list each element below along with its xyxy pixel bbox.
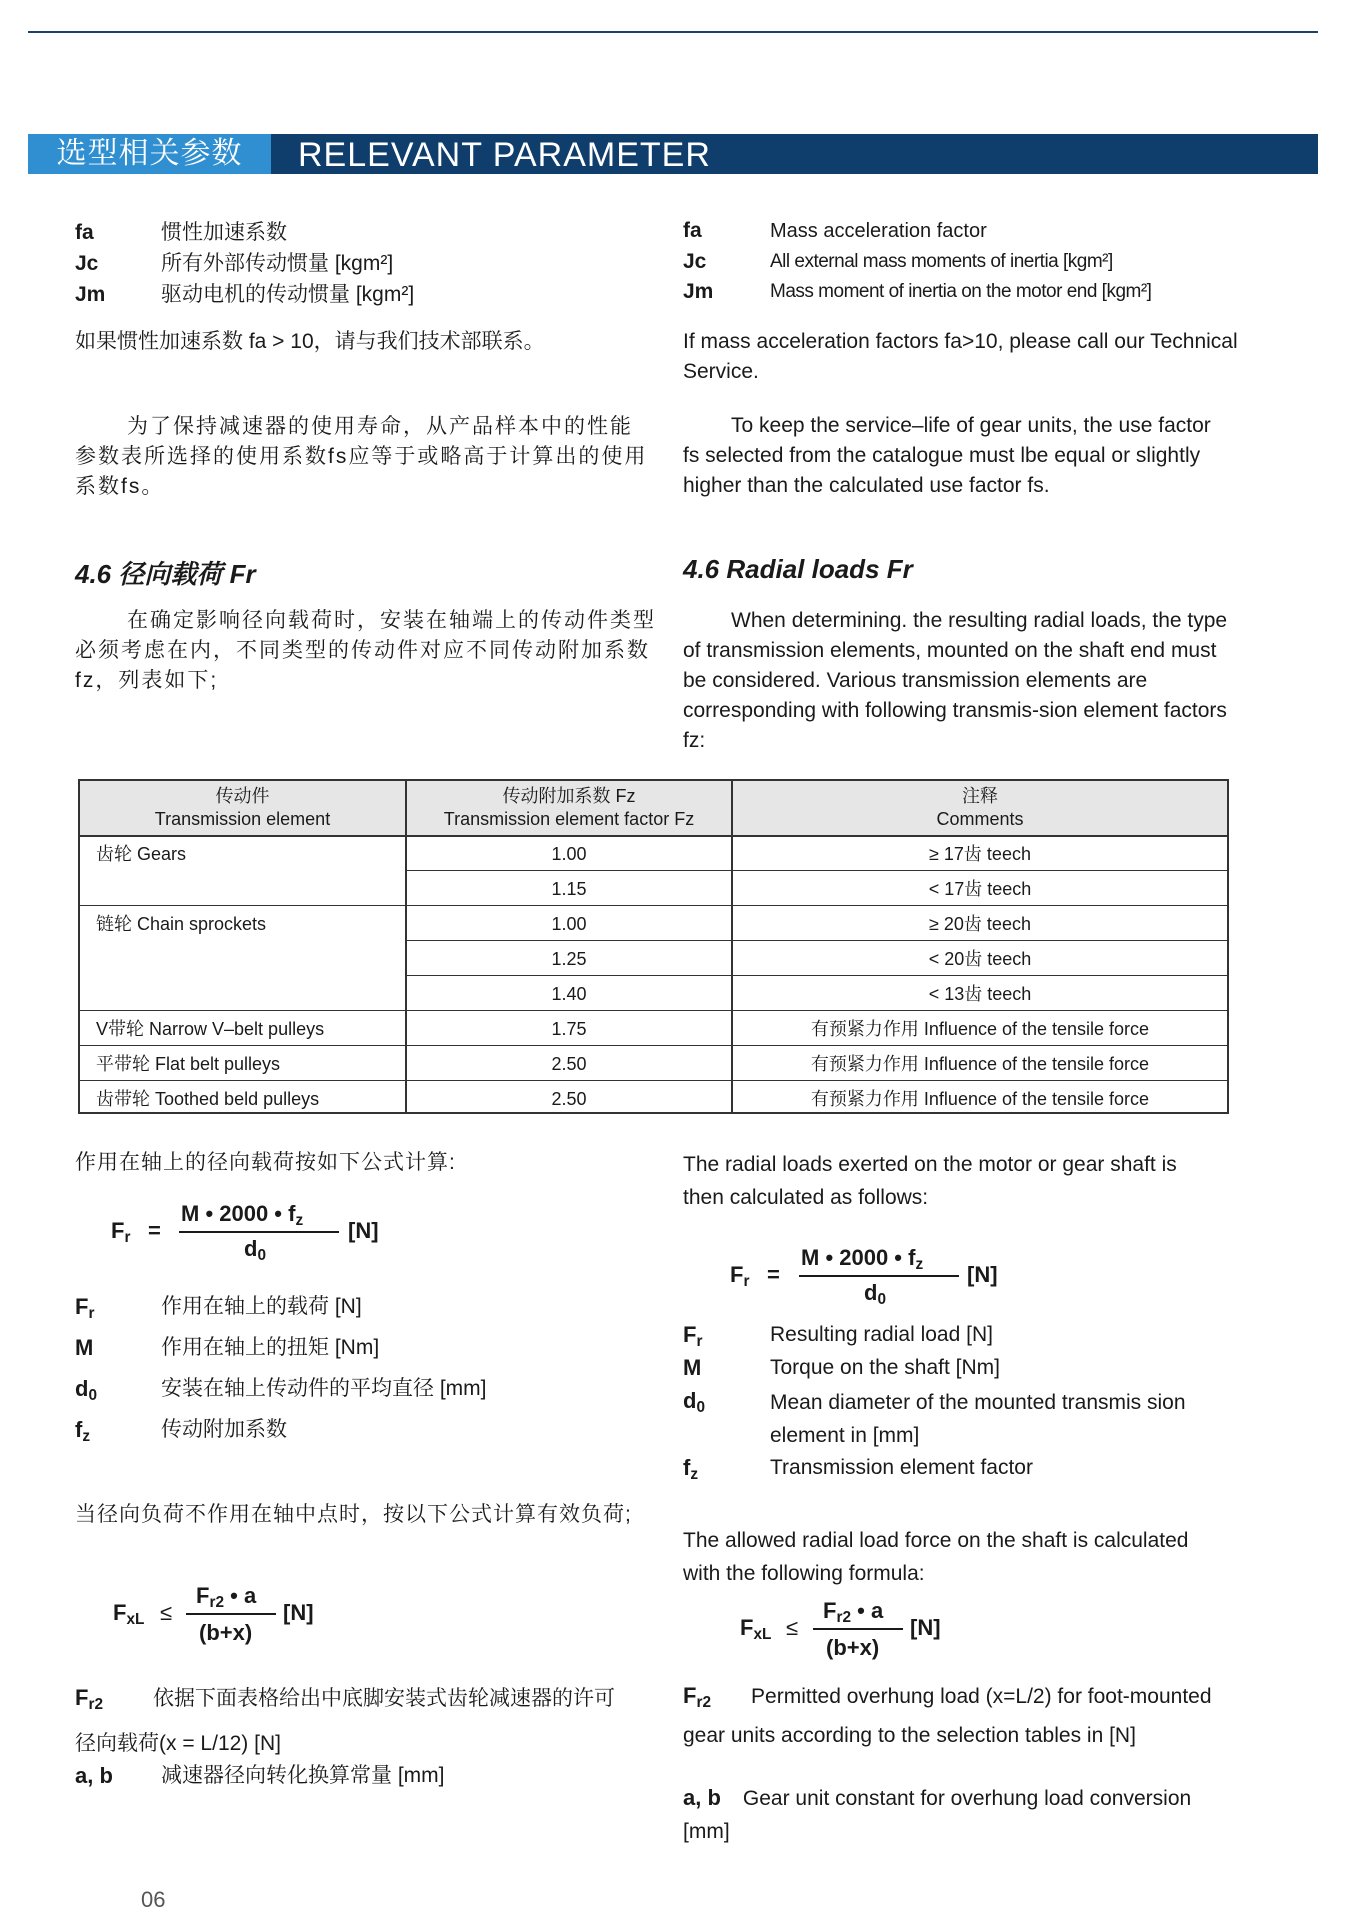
section-heading-en: 4.6 Radial loads Fr (683, 554, 913, 584)
row-element: 齿带轮 Toothed beld pulleys (96, 1089, 320, 1109)
effective-load-cn: 当径向负荷不作用在轴中点时，按以下公式计算有效负荷; (75, 1503, 632, 1526)
denominator-subscript: 0 (877, 1290, 887, 1308)
header-en: Transmission element factor Fz (443, 809, 695, 829)
header-cn: 传动件 (215, 786, 270, 806)
row-factor: 1.40 (551, 984, 587, 1004)
symbol: a, b (683, 1785, 721, 1810)
row-comment: ≥ 20齿 teech (929, 914, 1031, 934)
symbol (75, 1292, 94, 1329)
numerator-subscript: z (915, 1255, 924, 1273)
formula-denominator: (b+x) (826, 1635, 880, 1660)
symbol-letter: F (683, 1683, 697, 1708)
description: Resulting radial load [N] (770, 1323, 993, 1346)
row-divider (80, 1045, 1227, 1046)
symbol-letter: f (683, 1455, 691, 1480)
numerator-tail: • a (224, 1583, 257, 1608)
row-divider (407, 870, 1227, 871)
description: Mass acceleration factor (770, 220, 987, 242)
header-cn: 传动附加系数 Fz (502, 786, 636, 806)
row-factor: 2.50 (551, 1089, 587, 1109)
row-divider (80, 1010, 1227, 1011)
description: 作用在轴上的载荷 [N] (161, 1295, 362, 1318)
section-intro-cn: 在确定影响径向载荷时，安装在轴端上的传动件类型必须考虑在内，不同类型的传动件对应不同传动附加系数fz，列表如下; (75, 609, 656, 692)
formula-unit: [N] (283, 1600, 314, 1625)
row-divider (407, 975, 1227, 976)
symbol (683, 1353, 701, 1383)
formula-numerator (823, 1598, 883, 1627)
symbol-letter: M (75, 1335, 94, 1360)
description: 惯性加速系数 (161, 221, 287, 244)
symbol: a, b (75, 1763, 113, 1788)
symbol: fa (75, 221, 94, 244)
row-comment: < 20齿 teech (928, 949, 1032, 969)
denominator-text: d (864, 1280, 878, 1305)
symbol-subscript: z (690, 1465, 699, 1483)
description: 作用在轴上的扭矩 [Nm] (161, 1336, 380, 1359)
formula-operator: = (767, 1262, 780, 1287)
denominator-text: d (244, 1236, 258, 1261)
row-element: V带轮 Narrow V–belt pulleys (96, 1019, 325, 1039)
lhs-subscript: xL (753, 1625, 772, 1643)
row-element: 齿轮 Gears (96, 844, 187, 864)
note-fa-en: If mass acceleration factors fa>10, please call our Technical Service. (683, 330, 1238, 383)
description: 驱动电机的传动惯量 [kgm²] (161, 283, 415, 306)
formula-denominator: (b+x) (199, 1620, 253, 1645)
formula-lhs (111, 1218, 130, 1247)
numerator-subscript: z (295, 1211, 304, 1229)
description: Gear unit constant for overhung load conversion [mm] (683, 1787, 1192, 1843)
header-element (80, 785, 405, 831)
symbol-subscript: 0 (88, 1386, 98, 1404)
header-factor (407, 785, 731, 831)
formula-unit: [N] (910, 1615, 941, 1640)
row-factor: 1.15 (551, 879, 587, 899)
symbol: Jm (683, 280, 714, 303)
symbol (75, 1374, 97, 1411)
symbol: Jc (683, 250, 707, 273)
row-element: 平带轮 Flat belt pulleys (96, 1054, 281, 1074)
note-fa-cn: 如果惯性加速系数 fa > 10，请与我们技术部联系。 (75, 330, 545, 353)
numerator-subscript: r2 (836, 1608, 852, 1626)
formula-numerator (181, 1201, 303, 1230)
symbol-letter: d (75, 1376, 89, 1401)
fraction-bar (799, 1275, 959, 1277)
symbol: Jm (75, 283, 106, 306)
symbol-letter: F (683, 1322, 697, 1347)
fraction-bar (179, 1231, 339, 1233)
transmission-factor-table (78, 779, 1229, 1114)
numerator-text: M • 2000 • f (801, 1245, 916, 1270)
description: Mean diameter of the mounted transmis sion element in [mm] (770, 1391, 1186, 1447)
symbol-letter: F (75, 1294, 89, 1319)
symbol-subscript: r (696, 1332, 703, 1350)
description: 减速器径向转化换算常量 [mm] (161, 1764, 445, 1787)
def-fr2-cn (75, 1678, 635, 1763)
description: 传动附加系数 (161, 1418, 287, 1441)
symbol-letter: f (75, 1417, 83, 1442)
row-factor: 2.50 (551, 1054, 587, 1074)
symbol-letter: M (683, 1355, 702, 1380)
symbol (683, 1386, 705, 1423)
header-cn: 注释 (962, 786, 998, 806)
symbol (683, 1453, 698, 1490)
lhs-symbol: F (740, 1615, 754, 1640)
formula-unit: [N] (967, 1262, 998, 1287)
symbol (75, 1333, 93, 1363)
formula-unit: [N] (348, 1218, 379, 1243)
formula-operator: = (148, 1218, 161, 1243)
symbol (75, 1685, 104, 1713)
lhs-symbol: F (113, 1600, 127, 1625)
section-heading-cn: 4.6 径向载荷 Fr (75, 559, 256, 589)
row-comment: ≥ 17齿 teech (929, 844, 1031, 864)
top-rule (28, 31, 1318, 33)
formula-numerator (196, 1583, 256, 1612)
formula-lhs (740, 1615, 771, 1644)
symbol-subscript: r (88, 1304, 95, 1322)
formula-denominator (864, 1280, 886, 1309)
symbol-subscript: z (82, 1427, 91, 1445)
lhs-subscript: xL (126, 1610, 145, 1628)
row-factor: 1.25 (551, 949, 587, 969)
lhs-subscript: r (743, 1272, 750, 1290)
row-divider (80, 1080, 1227, 1081)
numerator-tail: • a (851, 1598, 884, 1623)
section-intro-en: When determining. the resulting radial loads, the type of transmission elements, mounted on the shaft end must be considered. Various transmission elements are corresponding with following transmis-sion element factors fz: (683, 609, 1228, 752)
description: All external mass moments of inertia [kgm²] (770, 251, 1113, 272)
formula-operator: ≤ (160, 1600, 173, 1625)
formula-numerator (801, 1245, 923, 1274)
service-life-en: To keep the service–life of gear units, the use factor fs selected from the catalogue must lbe equal or slightly higher than the calculated use factor fs. (683, 414, 1211, 497)
row-comment: < 17齿 teech (928, 879, 1032, 899)
symbol (683, 1320, 702, 1357)
lhs-subscript: r (124, 1228, 131, 1246)
formula-operator: ≤ (786, 1615, 799, 1640)
formula-denominator (244, 1236, 266, 1265)
symbol-subscript: r2 (696, 1693, 712, 1711)
symbol-subscript: 0 (696, 1398, 706, 1416)
header-en: Comments (936, 809, 1024, 829)
row-factor: 1.75 (551, 1019, 587, 1039)
def-ab-en (683, 1781, 1243, 1848)
denominator-subscript: 0 (257, 1246, 267, 1264)
row-divider (407, 940, 1227, 941)
header-en: Transmission element (154, 809, 331, 829)
row-divider (80, 905, 1227, 906)
symbol (683, 1683, 712, 1711)
description: 安装在轴上传动件的平均直径 [mm] (161, 1377, 487, 1400)
description: Mass moment of inertia on the motor end [kgm²] (770, 281, 1152, 302)
effective-load-en: The allowed radial load force on the shaft is calculated with the following formula: (683, 1529, 1189, 1585)
lhs-symbol: F (730, 1262, 744, 1287)
symbol-subscript: r2 (88, 1695, 104, 1713)
fraction-bar (813, 1628, 903, 1630)
description: Transmission element factor (770, 1456, 1033, 1479)
header-comments (733, 785, 1227, 831)
service-life-cn: 为了保持减速器的使用寿命，从产品样本中的性能参数表所选择的使用系数fs应等于或略高于计算出的使用系数fs。 (75, 415, 648, 498)
numerator-text: F (823, 1598, 837, 1623)
symbol: fa (683, 219, 702, 242)
page-number: 06 (141, 1887, 166, 1912)
description: Torque on the shaft [Nm] (770, 1356, 1000, 1379)
symbol-letter: F (75, 1685, 89, 1710)
banner-title-en: RELEVANT PARAMETER (298, 136, 711, 174)
lhs-symbol: F (111, 1218, 125, 1243)
row-comment: 有预紧力作用 Influence of the tensile force (810, 1019, 1150, 1039)
numerator-subscript: r2 (209, 1593, 225, 1611)
numerator-text: F (196, 1583, 210, 1608)
radial-calc-en: The radial loads exerted on the motor or gear shaft is then calculated as follows: (683, 1153, 1177, 1209)
description: 依据下面表格给出中底脚安装式齿轮减速器的许可径向载荷(x = L/12) [N] (75, 1687, 616, 1755)
formula-lhs (113, 1600, 144, 1629)
description: Permitted overhung load (x=L/2) for foot-mounted gear units according to the selection tables in [N] (683, 1685, 1212, 1747)
row-factor: 1.00 (551, 844, 587, 864)
numerator-text: M • 2000 • f (181, 1201, 296, 1226)
row-comment: 有预紧力作用 Influence of the tensile force (810, 1089, 1150, 1109)
row-comment: < 13齿 teech (928, 984, 1032, 1004)
symbol (75, 1415, 90, 1452)
row-comment: 有预紧力作用 Influence of the tensile force (810, 1054, 1150, 1074)
symbol: Jc (75, 252, 99, 275)
def-fr2-en (683, 1679, 1243, 1752)
symbol-letter: d (683, 1388, 697, 1413)
radial-calc-cn: 作用在轴上的径向载荷按如下公式计算: (75, 1151, 456, 1174)
fraction-bar (186, 1613, 276, 1615)
row-factor: 1.00 (551, 914, 587, 934)
banner-title-cn: 选型相关参数 (28, 134, 271, 174)
description: 所有外部传动惯量 [kgm²] (161, 252, 394, 275)
formula-lhs (730, 1262, 749, 1291)
row-element: 链轮 Chain sprockets (96, 914, 267, 934)
